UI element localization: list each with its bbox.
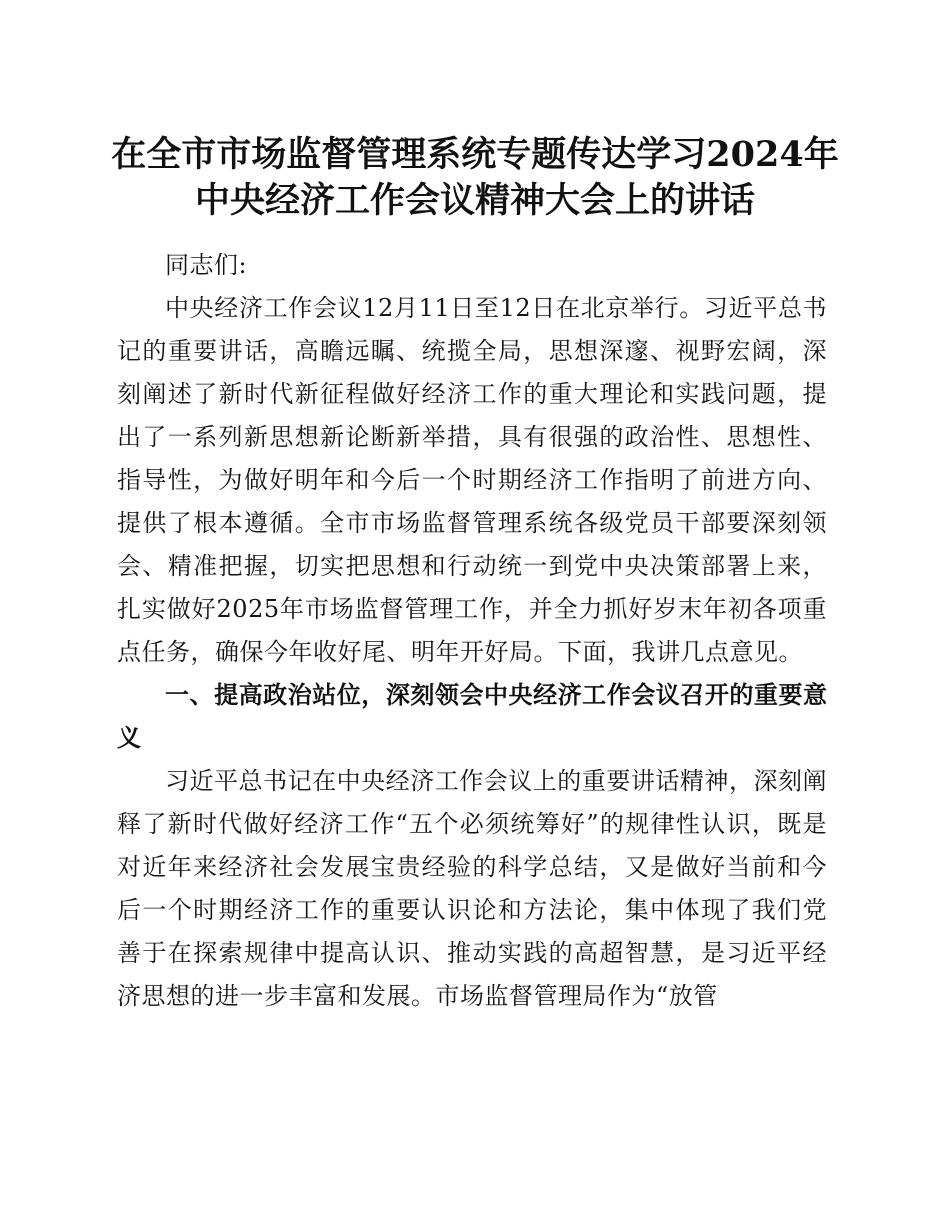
salutation: 同志们: xyxy=(165,251,248,279)
document-body xyxy=(117,244,827,1018)
paragraph: 习近平总书记在中央经济工作会议上的重要讲话精神，深刻阐释了新时代做好经济工作“五个必须统筹好”的规律性认识，既是对近年来经济社会发展宝贵经验的科学总结，又是做好当前和今后一个时期经济工作的重要认识论和方法论，集中体现了我们党善于在探索规律中提高认识、推动实践的高超智慧，是习近平经济思想的进一步丰富和发展。市场监督管理局作为“放管 xyxy=(117,767,827,1010)
section-heading: 一、提高政治站位，深刻领会中央经济工作会议召开的重要意义 xyxy=(117,681,827,752)
document-title: 在全市市场监督管理系统专题传达学习2024年中央经济工作会议精神大会上的讲话 xyxy=(111,134,839,221)
paragraph: 中央经济工作会议12月11日至12日在北京举行。习近平总书记的重要讲话，高瞻远瞩、统揽全局，思想深邃、视野宏阔，深刻阐述了新时代新征程做好经济工作的重大理论和实践问题，提出了一系列新思想新论断新举措，具有很强的政治性、思想性、指导性，为做好明年和今后一个时期经济工作指明了前进方向、提供了根本遵循。全市市场监督管理系统各级党员干部要深刻领会、精准把握，切实把思想和行动统一到党中央决策部署上来，扎实做好2025年市场监督管理工作，并全力抓好岁末年初各项重点任务，确保今年收好尾、明年开好局。下面，我讲几点意见。 xyxy=(117,294,827,666)
